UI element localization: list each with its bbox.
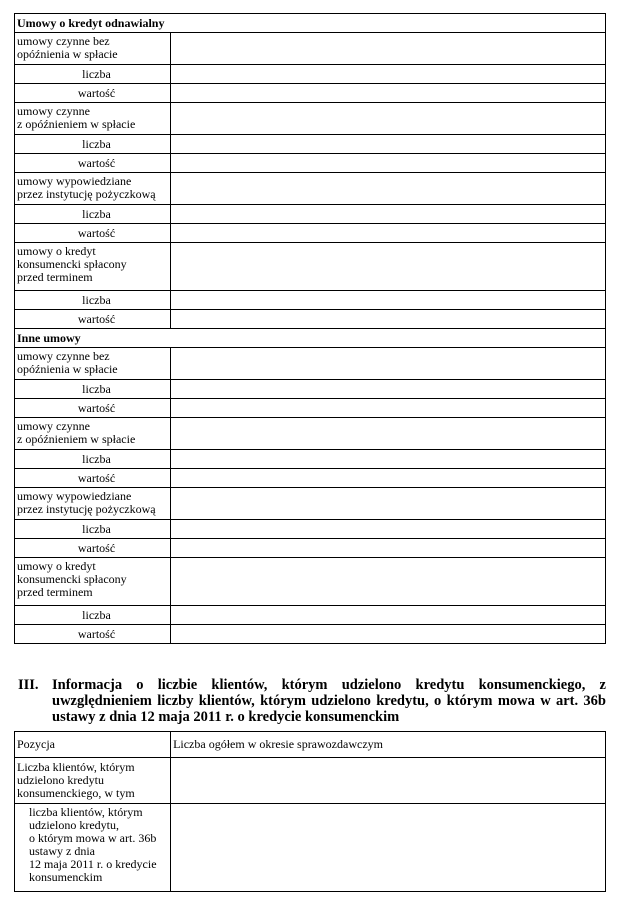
value-cell	[171, 65, 606, 84]
value-cell	[171, 243, 606, 291]
table-row	[15, 469, 606, 488]
value-cell	[171, 33, 606, 65]
col-header-total: Liczba ogółem w okresie sprawozdawczym	[171, 732, 606, 758]
table-row	[15, 488, 606, 520]
value-cell	[171, 291, 606, 310]
value-cell	[171, 606, 606, 625]
sub-label-text: liczba	[82, 451, 111, 466]
count-label	[15, 135, 171, 154]
table-header-row	[15, 732, 606, 758]
count-label	[15, 380, 171, 399]
category-label: umowy czynne bez opóźnienia w spłacie	[15, 33, 171, 65]
value-cell	[171, 758, 606, 804]
category-label: umowy wypowiedziane przez instytucję pożyczkową	[15, 488, 171, 520]
table-row	[15, 539, 606, 558]
count-label	[15, 450, 171, 469]
value-cell	[171, 450, 606, 469]
table-row	[15, 291, 606, 310]
table-row	[15, 103, 606, 135]
value-cell	[171, 380, 606, 399]
category-label: umowy o kredyt konsumencki spłacony przed terminem	[15, 558, 171, 606]
table-row	[15, 243, 606, 291]
count-label	[15, 205, 171, 224]
value-cell	[171, 539, 606, 558]
value-cell	[171, 348, 606, 380]
value-cell	[171, 625, 606, 644]
row-label: liczba klientów, którym udzielono kredytu, o którym mowa w art. 36b ustawy z dnia 12 maja 2011 r. o kredycie konsumenckim	[15, 804, 171, 892]
table-row	[15, 135, 606, 154]
section-iii-heading	[18, 677, 606, 725]
category-label: umowy czynne z opóźnieniem w spłacie	[15, 103, 171, 135]
value-cell	[171, 154, 606, 173]
group-header-row	[15, 329, 606, 348]
value-label	[15, 469, 171, 488]
value-cell	[171, 135, 606, 154]
category-label: umowy czynne z opóźnieniem w spłacie	[15, 418, 171, 450]
group-header-row	[15, 14, 606, 33]
value-label	[15, 399, 171, 418]
value-label	[15, 84, 171, 103]
value-label	[15, 625, 171, 644]
value-cell	[171, 84, 606, 103]
sub-label-text: wartość	[77, 311, 116, 326]
col-header-position: Pozycja	[15, 732, 171, 758]
table-row	[15, 173, 606, 205]
group-header: Umowy o kredyt odnawialny	[15, 14, 606, 33]
count-label	[15, 291, 171, 310]
value-label	[15, 154, 171, 173]
table-row	[15, 520, 606, 539]
table-row	[15, 804, 606, 892]
table-row	[15, 33, 606, 65]
table-row	[15, 450, 606, 469]
table-row	[15, 418, 606, 450]
table-row	[15, 380, 606, 399]
value-cell	[171, 205, 606, 224]
value-cell	[171, 310, 606, 329]
count-label	[15, 606, 171, 625]
sub-label-text: wartość	[77, 540, 116, 555]
value-cell	[171, 804, 606, 892]
sub-label-text: liczba	[82, 381, 111, 396]
value-cell	[171, 103, 606, 135]
count-label	[15, 520, 171, 539]
table-row	[15, 224, 606, 243]
value-cell	[171, 173, 606, 205]
table-row	[15, 205, 606, 224]
sub-label-text: wartość	[77, 626, 116, 641]
value-label	[15, 539, 171, 558]
sub-label-text: wartość	[77, 155, 116, 170]
sub-label-text: liczba	[82, 206, 111, 221]
table-row	[15, 154, 606, 173]
sub-label-text: liczba	[82, 607, 111, 622]
table-row	[15, 606, 606, 625]
table-row	[15, 758, 606, 804]
clients-table	[14, 731, 606, 892]
category-label: umowy czynne bez opóźnienia w spłacie	[15, 348, 171, 380]
table-row	[15, 399, 606, 418]
sub-label-text: liczba	[82, 66, 111, 81]
table-row	[15, 65, 606, 84]
credit-agreements-table	[14, 13, 606, 644]
value-cell	[171, 520, 606, 539]
table-row	[15, 558, 606, 606]
count-label	[15, 65, 171, 84]
group-header: Inne umowy	[15, 329, 606, 348]
value-cell	[171, 418, 606, 450]
sub-label-text: liczba	[82, 521, 111, 536]
section-title: Informacja o liczbie klientów, którym udzielono kredytu konsumenckiego, z uwzględnieniem liczby klientów, którym udzielono kredytu, o którym mowa w art. 36b ustawy z dnia 12 maja 2011 r. o kredycie konsumenckim	[52, 677, 606, 725]
sub-label-text: wartość	[77, 85, 116, 100]
sub-label-text: wartość	[77, 400, 116, 415]
table-row	[15, 84, 606, 103]
sub-label-text: wartość	[77, 225, 116, 240]
table-row	[15, 310, 606, 329]
value-cell	[171, 558, 606, 606]
section-number: III.	[18, 677, 39, 693]
sub-label-text: liczba	[82, 292, 111, 307]
value-label	[15, 224, 171, 243]
value-label	[15, 310, 171, 329]
value-cell	[171, 399, 606, 418]
row-label: Liczba klientów, którym udzielono kredytu konsumenckiego, w tym	[15, 758, 171, 804]
value-cell	[171, 488, 606, 520]
category-label: umowy wypowiedziane przez instytucję pożyczkową	[15, 173, 171, 205]
category-label: umowy o kredyt konsumencki spłacony przed terminem	[15, 243, 171, 291]
table-row	[15, 625, 606, 644]
sub-label-text: wartość	[77, 470, 116, 485]
sub-label-text: liczba	[82, 136, 111, 151]
table-row	[15, 348, 606, 380]
value-cell	[171, 224, 606, 243]
value-cell	[171, 469, 606, 488]
